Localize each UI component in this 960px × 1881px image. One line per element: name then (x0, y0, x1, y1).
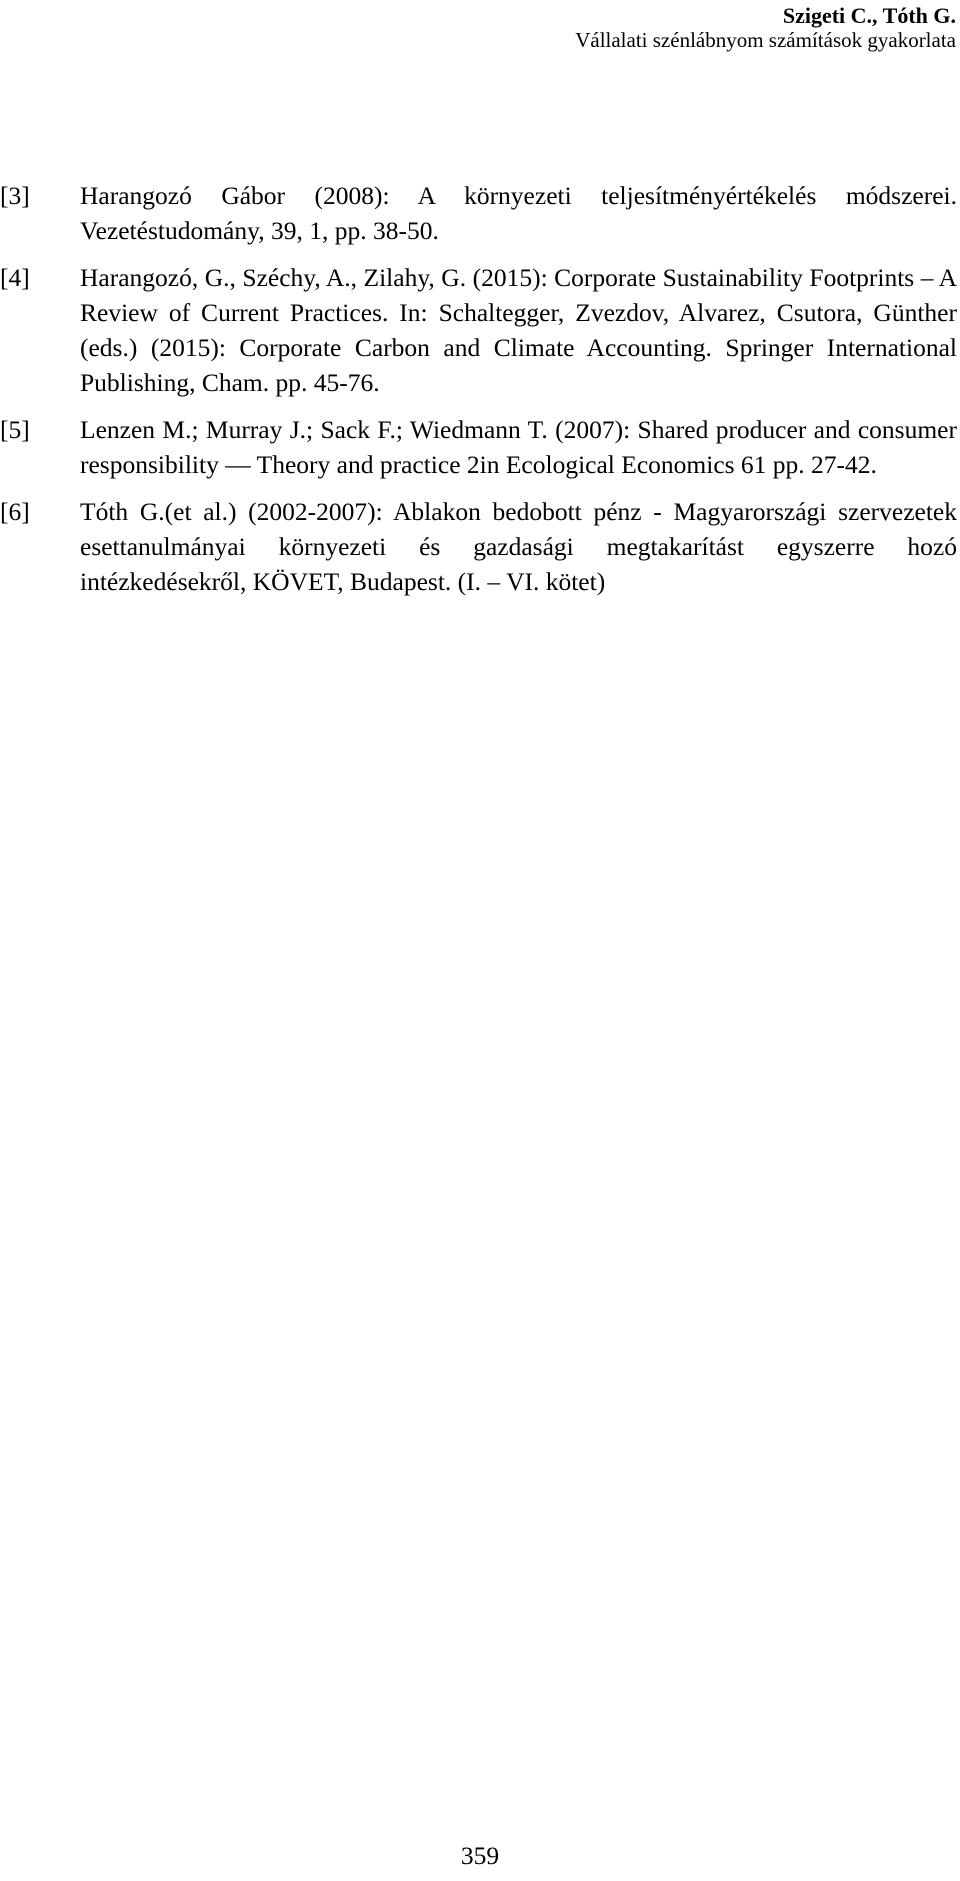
reference-text: Harangozó Gábor (2008): A környezeti teljesítményértékelés módszerei. Vezetéstudomány, 39, 1, pp. 38-50. (80, 181, 957, 245)
reference-list (0, 178, 960, 611)
header-authors: Szigeti C., Tóth G. (782, 3, 956, 28)
reference-item (0, 260, 957, 400)
reference-item (0, 494, 957, 599)
reference-number: [4] (0, 263, 30, 292)
reference-item (0, 412, 957, 482)
page-number: 359 (460, 1841, 500, 1870)
reference-number: [3] (0, 181, 30, 210)
reference-number: [5] (0, 415, 30, 444)
reference-text: Harangozó, G., Széchy, A., Zilahy, G. (2015): Corporate Sustainability Footprints – A Review of Current Practices. In: Schaltegger, Zvezdov, Alvarez, Csutora, Günther (eds.) (2015): Corporate Carbon and Climate Accounting. Springer International Publishing, Cham. pp. 45-76. (80, 263, 957, 397)
reference-number: [6] (0, 497, 30, 526)
header-title: Vállalati szénlábnyom számítások gyakorlata (575, 28, 956, 52)
reference-item (0, 178, 957, 248)
reference-text: Lenzen M.; Murray J.; Sack F.; Wiedmann T. (2007): Shared producer and consumer responsibility — Theory and practice 2in Ecological Economics 61 pp. 27-42. (80, 415, 957, 479)
reference-text: Tóth G.(et al.) (2002-2007): Ablakon bedobott pénz - Magyarországi szervezetek esettanulmányai környezeti és gazdasági megtakarítást egyszerre hozó intézkedésekről, KÖVET, Budapest. (I. – VI. kötet) (80, 497, 957, 596)
